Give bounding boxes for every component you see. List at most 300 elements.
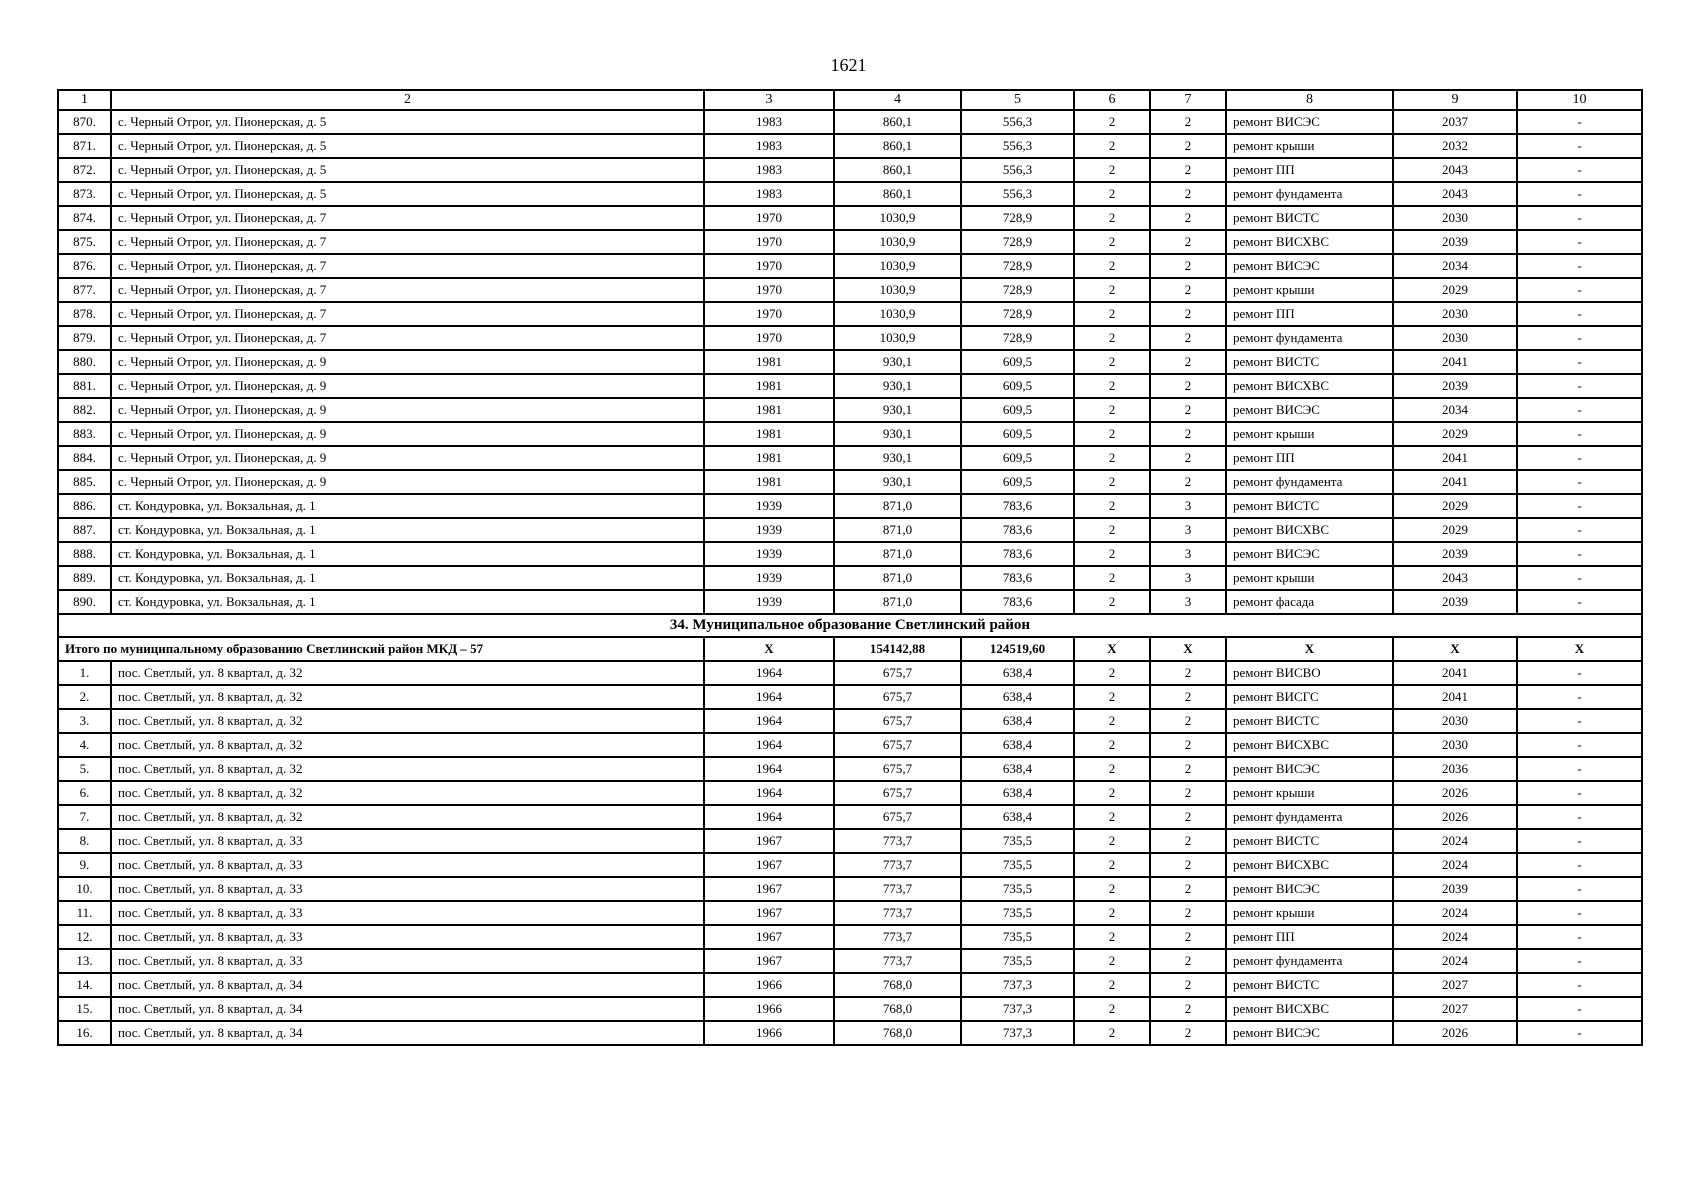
col-10: - [1517, 877, 1642, 901]
living-area: 638,4 [961, 805, 1074, 829]
address: с. Черный Отрог, ул. Пионерская, д. 5 [111, 110, 704, 134]
plan-year: 2041 [1393, 350, 1517, 374]
plan-year: 2027 [1393, 973, 1517, 997]
total-area: 675,7 [834, 757, 961, 781]
col-10: - [1517, 134, 1642, 158]
col-7: 2 [1150, 278, 1226, 302]
col-10: - [1517, 206, 1642, 230]
table-row [58, 110, 1642, 134]
col-7: 2 [1150, 853, 1226, 877]
address: пос. Светлый, ул. 8 квартал, д. 32 [111, 661, 704, 685]
table-row [58, 446, 1642, 470]
living-area: 783,6 [961, 518, 1074, 542]
build-year: 1970 [704, 254, 834, 278]
col-7: 2 [1150, 805, 1226, 829]
build-year: 1983 [704, 182, 834, 206]
col-7: 3 [1150, 590, 1226, 614]
build-year: 1964 [704, 685, 834, 709]
living-area: 735,5 [961, 829, 1074, 853]
total-area: 871,0 [834, 518, 961, 542]
col-6: 2 [1074, 254, 1150, 278]
address: пос. Светлый, ул. 8 квартал, д. 34 [111, 1021, 704, 1045]
column-number: 8 [1226, 90, 1393, 110]
living-area: 735,5 [961, 877, 1074, 901]
total-area: 768,0 [834, 997, 961, 1021]
col-6: 2 [1074, 278, 1150, 302]
work-type: ремонт ПП [1226, 302, 1393, 326]
col-10: - [1517, 110, 1642, 134]
row-number: 11. [58, 901, 111, 925]
plan-year: 2034 [1393, 398, 1517, 422]
col-6: 2 [1074, 230, 1150, 254]
address: с. Черный Отрог, ул. Пионерская, д. 5 [111, 182, 704, 206]
table-row [58, 182, 1642, 206]
col-6: 2 [1074, 877, 1150, 901]
total-area: 675,7 [834, 805, 961, 829]
row-number: 881. [58, 374, 111, 398]
plan-year: 2030 [1393, 709, 1517, 733]
row-number: 878. [58, 302, 111, 326]
table-row [58, 709, 1642, 733]
total-area: 675,7 [834, 781, 961, 805]
work-type: ремонт ВИСЭС [1226, 877, 1393, 901]
total-area: 930,1 [834, 446, 961, 470]
build-year: 1966 [704, 997, 834, 1021]
work-type: ремонт крыши [1226, 278, 1393, 302]
col-10: - [1517, 925, 1642, 949]
total-label: Итого по муниципальному образованию Светлинский район МКД – 57 [58, 637, 704, 661]
living-area: 638,4 [961, 757, 1074, 781]
living-area: 638,4 [961, 733, 1074, 757]
address: пос. Светлый, ул. 8 квартал, д. 33 [111, 829, 704, 853]
total-year: X [704, 637, 834, 661]
table-row [58, 422, 1642, 446]
work-type: ремонт ВИСЭС [1226, 254, 1393, 278]
build-year: 1964 [704, 709, 834, 733]
address: пос. Светлый, ул. 8 квартал, д. 32 [111, 733, 704, 757]
col-10: - [1517, 374, 1642, 398]
total-area: 860,1 [834, 134, 961, 158]
row-number: 882. [58, 398, 111, 422]
table-row [58, 973, 1642, 997]
work-type: ремонт фундамента [1226, 470, 1393, 494]
col-6: 2 [1074, 590, 1150, 614]
address: пос. Светлый, ул. 8 квартал, д. 34 [111, 997, 704, 1021]
build-year: 1983 [704, 158, 834, 182]
living-area: 783,6 [961, 494, 1074, 518]
col-6: 2 [1074, 158, 1150, 182]
row-number: 885. [58, 470, 111, 494]
build-year: 1939 [704, 518, 834, 542]
col-6: 2 [1074, 733, 1150, 757]
row-number: 3. [58, 709, 111, 733]
col-10: - [1517, 302, 1642, 326]
plan-year: 2029 [1393, 278, 1517, 302]
col-10: - [1517, 901, 1642, 925]
total-area: 675,7 [834, 661, 961, 685]
row-number: 871. [58, 134, 111, 158]
build-year: 1966 [704, 1021, 834, 1045]
plan-year: 2039 [1393, 230, 1517, 254]
col-10: - [1517, 829, 1642, 853]
work-type: ремонт крыши [1226, 134, 1393, 158]
col-7: 2 [1150, 206, 1226, 230]
work-type: ремонт ВИСХВС [1226, 997, 1393, 1021]
build-year: 1967 [704, 853, 834, 877]
plan-year: 2030 [1393, 302, 1517, 326]
total-area: 773,7 [834, 925, 961, 949]
build-year: 1970 [704, 278, 834, 302]
row-number: 16. [58, 1021, 111, 1045]
col-6: 2 [1074, 973, 1150, 997]
total-c6: X [1074, 637, 1150, 661]
total-area: 1030,9 [834, 302, 961, 326]
build-year: 1981 [704, 350, 834, 374]
col-6: 2 [1074, 134, 1150, 158]
address: ст. Кондуровка, ул. Вокзальная, д. 1 [111, 566, 704, 590]
col-7: 2 [1150, 254, 1226, 278]
living-area: 609,5 [961, 470, 1074, 494]
col-7: 2 [1150, 446, 1226, 470]
build-year: 1966 [704, 973, 834, 997]
build-year: 1970 [704, 326, 834, 350]
table-row [58, 685, 1642, 709]
column-number: 9 [1393, 90, 1517, 110]
work-type: ремонт ВИСХВС [1226, 230, 1393, 254]
address: с. Черный Отрог, ул. Пионерская, д. 5 [111, 158, 704, 182]
row-number: 1. [58, 661, 111, 685]
col-7: 2 [1150, 302, 1226, 326]
living-area: 728,9 [961, 302, 1074, 326]
col-10: - [1517, 158, 1642, 182]
table-row [58, 542, 1642, 566]
work-type: ремонт ВИСЭС [1226, 398, 1393, 422]
total-area: 930,1 [834, 350, 961, 374]
table-row [58, 518, 1642, 542]
build-year: 1981 [704, 374, 834, 398]
work-type: ремонт фундамента [1226, 326, 1393, 350]
table-row [58, 206, 1642, 230]
plan-year: 2027 [1393, 997, 1517, 1021]
col-10: - [1517, 518, 1642, 542]
col-6: 2 [1074, 757, 1150, 781]
col-7: 2 [1150, 925, 1226, 949]
total-area: 768,0 [834, 1021, 961, 1045]
col-10: - [1517, 254, 1642, 278]
table-row [58, 1021, 1642, 1045]
plan-year: 2029 [1393, 422, 1517, 446]
col-7: 2 [1150, 661, 1226, 685]
row-number: 6. [58, 781, 111, 805]
table-row [58, 350, 1642, 374]
row-number: 2. [58, 685, 111, 709]
col-7: 2 [1150, 350, 1226, 374]
address: пос. Светлый, ул. 8 квартал, д. 32 [111, 685, 704, 709]
col-6: 2 [1074, 1021, 1150, 1045]
col-7: 2 [1150, 949, 1226, 973]
build-year: 1970 [704, 302, 834, 326]
living-area: 556,3 [961, 182, 1074, 206]
table-row [58, 566, 1642, 590]
col-10: - [1517, 446, 1642, 470]
living-area: 737,3 [961, 973, 1074, 997]
col-6: 2 [1074, 374, 1150, 398]
build-year: 1964 [704, 781, 834, 805]
col-10: - [1517, 805, 1642, 829]
total-area: 871,0 [834, 590, 961, 614]
work-type: ремонт ВИСЭС [1226, 542, 1393, 566]
col-6: 2 [1074, 302, 1150, 326]
address: пос. Светлый, ул. 8 квартал, д. 33 [111, 901, 704, 925]
col-7: 3 [1150, 518, 1226, 542]
row-number: 877. [58, 278, 111, 302]
row-number: 12. [58, 925, 111, 949]
plan-year: 2041 [1393, 661, 1517, 685]
table-row [58, 230, 1642, 254]
build-year: 1964 [704, 733, 834, 757]
plan-year: 2039 [1393, 374, 1517, 398]
total-area: 773,7 [834, 853, 961, 877]
page-number: 1621 [830, 55, 867, 75]
work-type: ремонт ВИСЭС [1226, 757, 1393, 781]
row-number: 880. [58, 350, 111, 374]
address: с. Черный Отрог, ул. Пионерская, д. 9 [111, 374, 704, 398]
total-area: 860,1 [834, 182, 961, 206]
total-area: 871,0 [834, 566, 961, 590]
build-year: 1964 [704, 661, 834, 685]
living-area: 735,5 [961, 949, 1074, 973]
total-area: 1030,9 [834, 230, 961, 254]
work-type: ремонт ВИСЭС [1226, 110, 1393, 134]
column-number: 6 [1074, 90, 1150, 110]
plan-year: 2030 [1393, 733, 1517, 757]
plan-year: 2024 [1393, 949, 1517, 973]
row-number: 888. [58, 542, 111, 566]
col-6: 2 [1074, 781, 1150, 805]
col-6: 2 [1074, 661, 1150, 685]
col-7: 2 [1150, 685, 1226, 709]
col-6: 2 [1074, 853, 1150, 877]
col-6: 2 [1074, 110, 1150, 134]
living-area: 728,9 [961, 326, 1074, 350]
repair-register-table [57, 89, 1643, 1046]
row-number: 15. [58, 997, 111, 1021]
plan-year: 2034 [1393, 254, 1517, 278]
col-10: - [1517, 590, 1642, 614]
total-plan: X [1393, 637, 1517, 661]
living-area: 556,3 [961, 134, 1074, 158]
table-row [58, 661, 1642, 685]
section-row [58, 614, 1642, 637]
plan-year: 2029 [1393, 494, 1517, 518]
work-type: ремонт фундамента [1226, 182, 1393, 206]
col-7: 2 [1150, 997, 1226, 1021]
work-type: ремонт ВИСВО [1226, 661, 1393, 685]
row-number: 874. [58, 206, 111, 230]
col-6: 2 [1074, 829, 1150, 853]
table-row [58, 733, 1642, 757]
col-10: - [1517, 470, 1642, 494]
col-10: - [1517, 733, 1642, 757]
table-body [58, 90, 1642, 1045]
work-type: ремонт крыши [1226, 566, 1393, 590]
col-7: 2 [1150, 158, 1226, 182]
row-number: 10. [58, 877, 111, 901]
address: пос. Светлый, ул. 8 квартал, д. 33 [111, 877, 704, 901]
col-6: 2 [1074, 709, 1150, 733]
col-6: 2 [1074, 470, 1150, 494]
address: пос. Светлый, ул. 8 квартал, д. 33 [111, 949, 704, 973]
table-row [58, 158, 1642, 182]
plan-year: 2041 [1393, 470, 1517, 494]
build-year: 1967 [704, 829, 834, 853]
living-area: 735,5 [961, 853, 1074, 877]
col-10: - [1517, 566, 1642, 590]
total-row [58, 637, 1642, 661]
living-area: 783,6 [961, 566, 1074, 590]
address: с. Черный Отрог, ул. Пионерская, д. 9 [111, 446, 704, 470]
plan-year: 2037 [1393, 110, 1517, 134]
row-number: 9. [58, 853, 111, 877]
row-number: 7. [58, 805, 111, 829]
build-year: 1983 [704, 134, 834, 158]
col-10: - [1517, 326, 1642, 350]
address: с. Черный Отрог, ул. Пионерская, д. 5 [111, 134, 704, 158]
living-area: 638,4 [961, 709, 1074, 733]
table-row [58, 901, 1642, 925]
total-area: 1030,9 [834, 278, 961, 302]
address: пос. Светлый, ул. 8 квартал, д. 32 [111, 805, 704, 829]
col-6: 2 [1074, 685, 1150, 709]
build-year: 1981 [704, 422, 834, 446]
plan-year: 2032 [1393, 134, 1517, 158]
build-year: 1967 [704, 925, 834, 949]
work-type: ремонт ВИСХВС [1226, 518, 1393, 542]
col-6: 2 [1074, 446, 1150, 470]
table-row [58, 326, 1642, 350]
work-type: ремонт ПП [1226, 925, 1393, 949]
build-year: 1967 [704, 877, 834, 901]
table-row [58, 829, 1642, 853]
column-number: 4 [834, 90, 961, 110]
living-area: 737,3 [961, 997, 1074, 1021]
plan-year: 2026 [1393, 781, 1517, 805]
col-7: 3 [1150, 542, 1226, 566]
plan-year: 2041 [1393, 446, 1517, 470]
living-area: 728,9 [961, 254, 1074, 278]
col-6: 2 [1074, 518, 1150, 542]
address: ст. Кондуровка, ул. Вокзальная, д. 1 [111, 590, 704, 614]
work-type: ремонт фундамента [1226, 949, 1393, 973]
table-row [58, 278, 1642, 302]
work-type: ремонт крыши [1226, 422, 1393, 446]
plan-year: 2039 [1393, 542, 1517, 566]
work-type: ремонт ВИСТС [1226, 350, 1393, 374]
build-year: 1981 [704, 398, 834, 422]
row-number: 872. [58, 158, 111, 182]
row-number: 883. [58, 422, 111, 446]
address: пос. Светлый, ул. 8 квартал, д. 32 [111, 709, 704, 733]
address: пос. Светлый, ул. 8 квартал, д. 33 [111, 853, 704, 877]
build-year: 1967 [704, 949, 834, 973]
table-row [58, 997, 1642, 1021]
living-area: 783,6 [961, 590, 1074, 614]
col-10: - [1517, 398, 1642, 422]
total-area: 930,1 [834, 422, 961, 446]
total-area: 1030,9 [834, 326, 961, 350]
total-area: 930,1 [834, 470, 961, 494]
work-type: ремонт ВИСТС [1226, 829, 1393, 853]
build-year: 1981 [704, 470, 834, 494]
col-6: 2 [1074, 182, 1150, 206]
living-area: 609,5 [961, 398, 1074, 422]
build-year: 1970 [704, 230, 834, 254]
column-number: 5 [961, 90, 1074, 110]
col-7: 2 [1150, 110, 1226, 134]
row-number: 876. [58, 254, 111, 278]
plan-year: 2039 [1393, 590, 1517, 614]
total-area: 773,7 [834, 829, 961, 853]
work-type: ремонт ВИСТС [1226, 973, 1393, 997]
living-area: 609,5 [961, 422, 1074, 446]
total-area: 675,7 [834, 685, 961, 709]
total-c7: X [1150, 637, 1226, 661]
col-6: 2 [1074, 949, 1150, 973]
col-7: 2 [1150, 326, 1226, 350]
col-10: - [1517, 542, 1642, 566]
address: пос. Светлый, ул. 8 квартал, д. 32 [111, 781, 704, 805]
col-10: - [1517, 949, 1642, 973]
table-row [58, 853, 1642, 877]
total-area: 930,1 [834, 374, 961, 398]
col-10: - [1517, 494, 1642, 518]
total-area: 860,1 [834, 158, 961, 182]
plan-year: 2026 [1393, 1021, 1517, 1045]
row-number: 887. [58, 518, 111, 542]
plan-year: 2024 [1393, 925, 1517, 949]
work-type: ремонт ВИСТС [1226, 206, 1393, 230]
col-10: - [1517, 709, 1642, 733]
address: пос. Светлый, ул. 8 квартал, д. 34 [111, 973, 704, 997]
total-area: 675,7 [834, 709, 961, 733]
col-10: - [1517, 1021, 1642, 1045]
col-7: 3 [1150, 566, 1226, 590]
col-6: 2 [1074, 398, 1150, 422]
total-area: 768,0 [834, 973, 961, 997]
work-type: ремонт ПП [1226, 158, 1393, 182]
plan-year: 2024 [1393, 853, 1517, 877]
total-area: 773,7 [834, 901, 961, 925]
work-type: ремонт ВИСГС [1226, 685, 1393, 709]
row-number: 5. [58, 757, 111, 781]
address: ст. Кондуровка, ул. Вокзальная, д. 1 [111, 542, 704, 566]
col-7: 2 [1150, 470, 1226, 494]
total-area: 154142,88 [834, 637, 961, 661]
row-number: 889. [58, 566, 111, 590]
living-area: 728,9 [961, 206, 1074, 230]
work-type: ремонт ВИСТС [1226, 494, 1393, 518]
plan-year: 2036 [1393, 757, 1517, 781]
row-number: 884. [58, 446, 111, 470]
col-6: 2 [1074, 350, 1150, 374]
address: с. Черный Отрог, ул. Пионерская, д. 9 [111, 350, 704, 374]
table-row [58, 757, 1642, 781]
plan-year: 2043 [1393, 566, 1517, 590]
build-year: 1964 [704, 757, 834, 781]
address: ст. Кондуровка, ул. Вокзальная, д. 1 [111, 518, 704, 542]
col-7: 2 [1150, 182, 1226, 206]
address: с. Черный Отрог, ул. Пионерская, д. 7 [111, 206, 704, 230]
